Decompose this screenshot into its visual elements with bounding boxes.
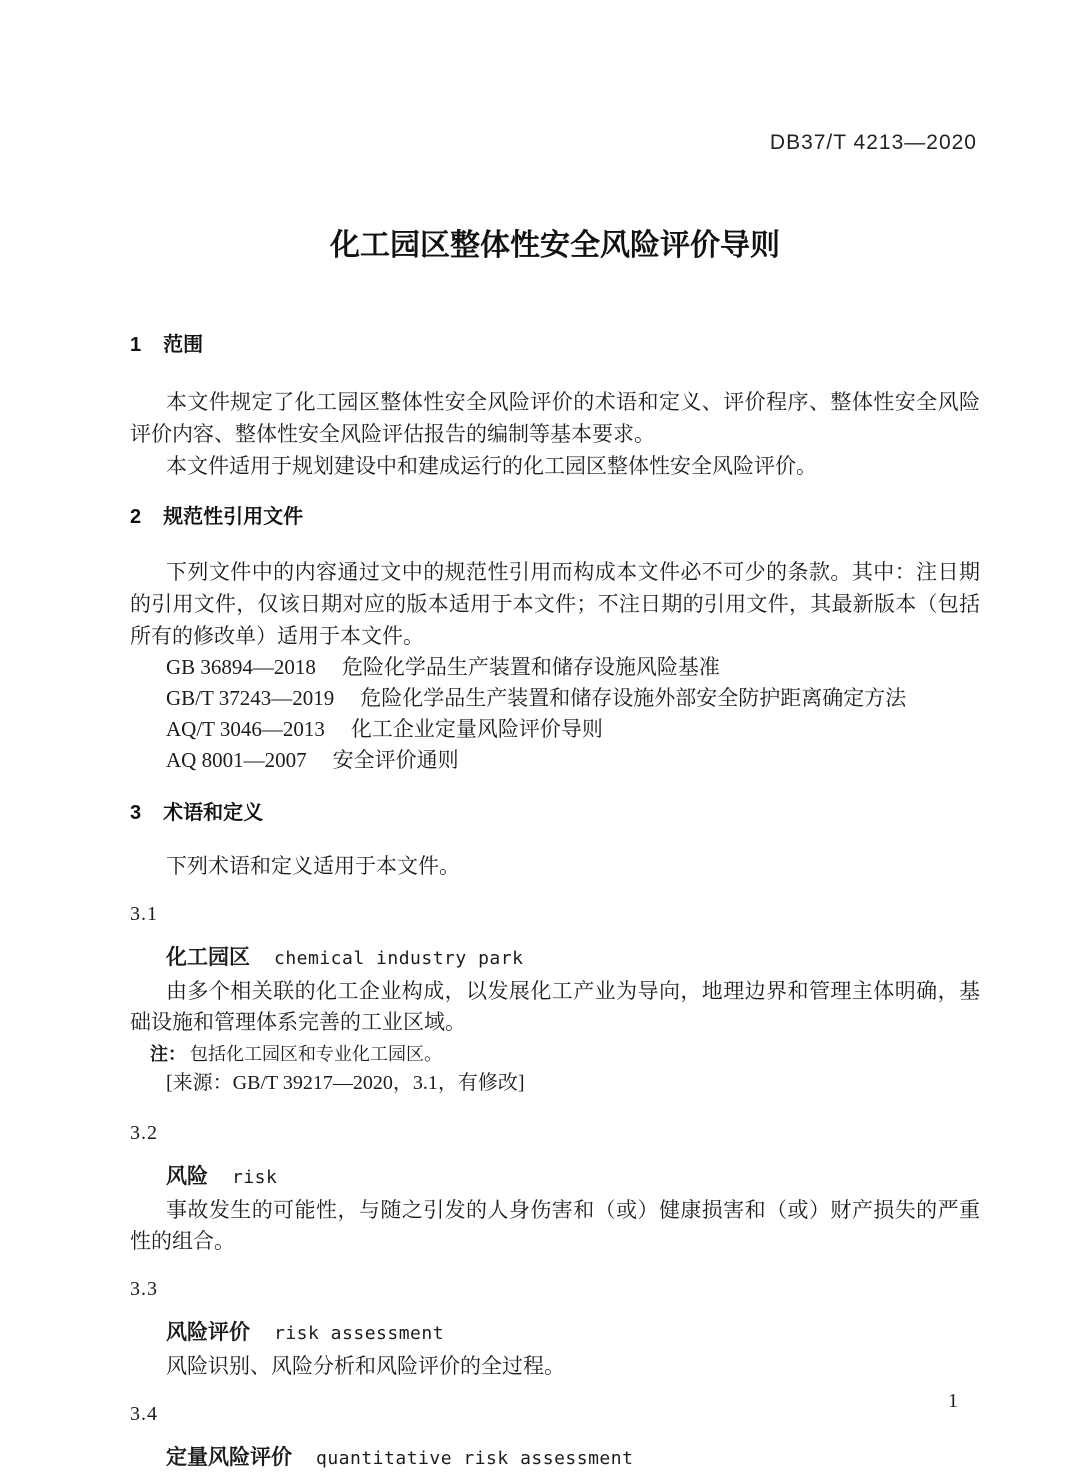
page-number: 1 <box>948 1390 958 1412</box>
section-3-number: 3 <box>130 802 142 824</box>
normative-references-paragraph: 下列文件中的内容通过文中的规范性引用而构成本文件必不可少的条款。其中：注日期的引用文件，仅该日期对应的版本适用于本文件；不注日期的引用文件，其最新版本（包括所有的修改单）适用于本文件。 <box>130 560 980 648</box>
reference-code: GB/T 37243—2019 <box>166 686 335 710</box>
term-3-1-number: 3.1 <box>130 903 158 925</box>
reference-code: GB 36894—2018 <box>166 655 316 679</box>
term-en: chemical industry park <box>274 948 524 969</box>
term-3-1-source: [来源：GB/T 39217—2020，3.1，有修改] <box>166 1072 525 1094</box>
note-label: 注： <box>150 1044 186 1064</box>
reference-item <box>166 745 980 776</box>
reference-title: 危险化学品生产装置和储存设施风险基准 <box>341 655 720 679</box>
section-2-heading <box>130 502 980 532</box>
term-en: risk <box>232 1167 278 1188</box>
term-3-1-title <box>166 942 980 976</box>
term-3-2-title <box>166 1161 980 1195</box>
term-3-1-note <box>150 1040 980 1068</box>
scope-paragraph-1: 本文件规定了化工园区整体性安全风险评价的术语和定义、评价程序、整体性安全风险评价内容、整体性安全风险评估报告的编制等基本要求。 <box>130 390 980 446</box>
reference-title: 化工企业定量风险评价导则 <box>350 717 603 741</box>
reference-item <box>166 652 980 683</box>
section-1-number: 1 <box>130 334 142 356</box>
reference-item <box>166 683 980 714</box>
term-zh: 风险评价 <box>166 1321 250 1344</box>
document-title: 化工园区整体性安全风险评价导则 <box>330 229 780 262</box>
section-3-title: 术语和定义 <box>163 802 264 824</box>
reference-list <box>130 652 980 776</box>
reference-code: AQ 8001—2007 <box>166 748 307 772</box>
term-3-1-definition: 由多个相关联的化工企业构成，以发展化工产业为导向，地理边界和管理主体明确，基础设施和管理体系完善的工业区域。 <box>130 979 980 1034</box>
section-1-heading <box>130 330 980 360</box>
section-3-heading <box>130 798 980 828</box>
term-3-4-title <box>166 1442 980 1476</box>
term-3-2-definition: 事故发生的可能性，与随之引发的人身伤害和（或）健康损害和（或）财产损失的严重性的组合。 <box>130 1198 980 1253</box>
reference-code: AQ/T 3046—2013 <box>166 717 325 741</box>
term-zh: 定量风险评价 <box>166 1446 292 1469</box>
note-text: 包括化工园区和专业化工园区。 <box>190 1044 442 1064</box>
section-1-title: 范围 <box>163 334 204 356</box>
reference-item <box>166 714 980 745</box>
term-en: risk assessment <box>274 1323 445 1344</box>
scope-paragraph-2: 本文件适用于规划建设中和建成运行的化工园区整体性安全风险评价。 <box>166 454 817 478</box>
terms-intro: 下列术语和定义适用于本文件。 <box>166 854 460 878</box>
term-en: quantitative risk assessment <box>316 1448 634 1469</box>
term-3-4-number: 3.4 <box>130 1403 158 1425</box>
term-3-3-number: 3.3 <box>130 1278 158 1300</box>
term-3-3-definition: 风险识别、风险分析和风险评价的全过程。 <box>166 1354 565 1378</box>
term-zh: 化工园区 <box>166 946 250 969</box>
term-3-2-number: 3.2 <box>130 1122 158 1144</box>
term-zh: 风险 <box>166 1165 208 1188</box>
reference-title: 安全评价通则 <box>332 748 459 772</box>
standard-code: DB37/T 4213—2020 <box>769 131 977 154</box>
section-2-title: 规范性引用文件 <box>163 506 304 528</box>
reference-title: 危险化学品生产装置和储存设施外部安全防护距离确定方法 <box>360 686 907 710</box>
term-3-3-title <box>166 1317 980 1351</box>
section-2-number: 2 <box>130 506 142 528</box>
